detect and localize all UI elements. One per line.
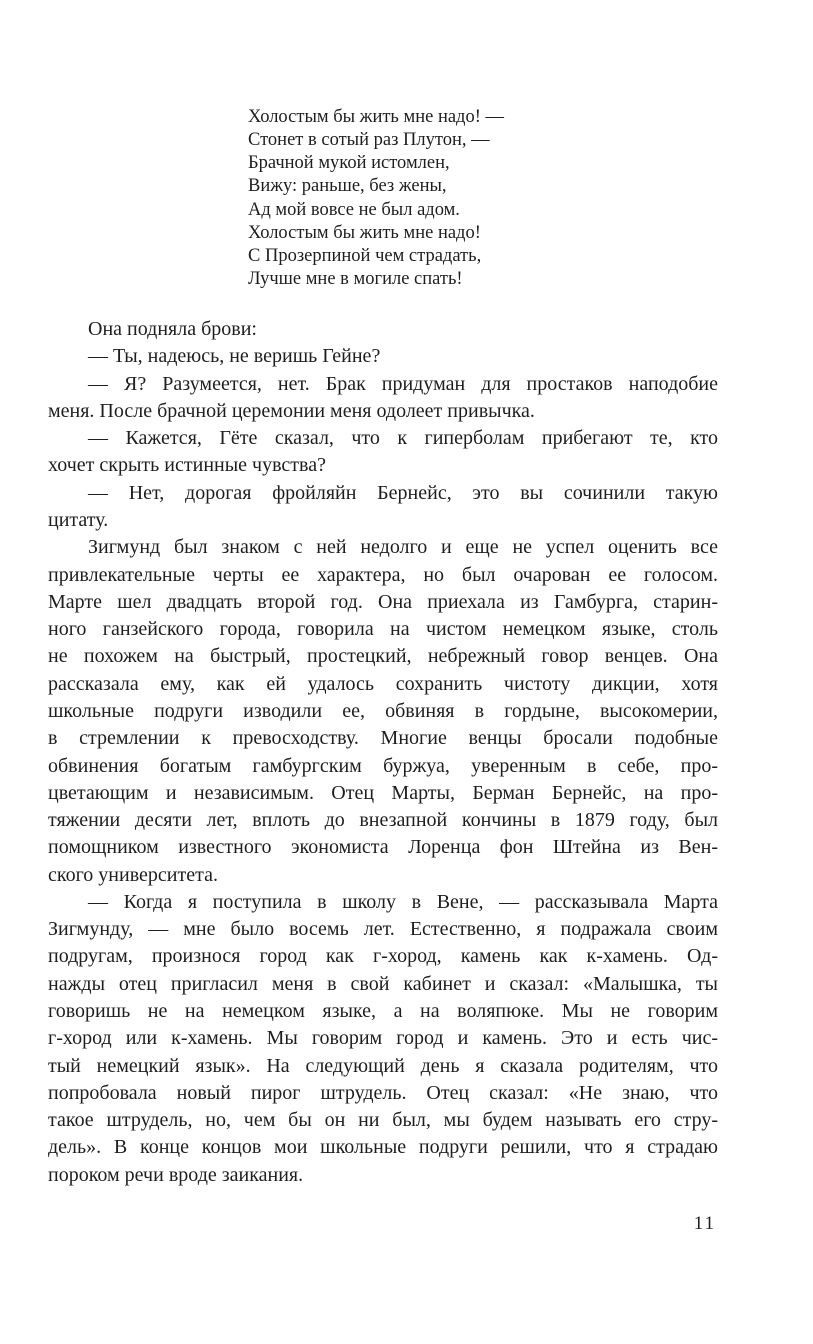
poem-line: Стонет в сотый раз Плутон, — (248, 130, 490, 151)
poem-line: Холостым бы жить мне надо! — (248, 107, 505, 127)
text-line: нажды отец пригласил меня в свой кабинет и сказал: «Малышка, ты (48, 972, 718, 995)
text-line: — Нет, дорогая фройляйн Бернейс, это вы сочинили такую (88, 481, 718, 504)
poem-line: Лучше мне в могиле спать! (248, 268, 463, 289)
paragraph (48, 316, 718, 343)
poem-line: Брачной мукой истомлен, (248, 153, 450, 174)
text-line: привлекательные черты ее характера, но был очарован ее голосом. (48, 563, 718, 586)
paragraph (48, 480, 718, 535)
paragraph (48, 371, 718, 426)
paragraph (48, 889, 718, 1189)
text-line: Зигмунд был знаком с ней недолго и еще не успел оценить все (88, 536, 718, 559)
text-line: дель». В конце концов мои школьные подруги решили, что я страдаю (48, 1136, 718, 1159)
page-number: 11 (693, 1213, 716, 1234)
text-line: тяжении десяти лет, вплоть до внезапной кончины в 1879 году, был (48, 809, 718, 832)
text-line: говоришь не на немецком языке, а на воляпюке. Мы не говорим (48, 1000, 718, 1023)
text-line: хочет скрыть истинные чувства? (48, 454, 326, 477)
paragraph (48, 343, 718, 370)
text-line: обвинения богатым гамбургским буржуа, уверенным в себе, про- (48, 754, 718, 777)
text-line: цитату. (48, 508, 109, 531)
text-line: ского университета. (48, 863, 218, 886)
text-line: попробовала новый пирог штрудель. Отец сказал: «Не знаю, что (48, 1081, 718, 1104)
poem-line: Ад мой вовсе не был адом. (248, 199, 460, 220)
text-line: не похожем на быстрый, простецкий, небрежный говор венцев. Она (48, 645, 718, 668)
text-line: цветающим и независимым. Отец Марты, Берман Бернейс, на про- (48, 781, 718, 804)
text-line: — Когда я поступила в школу в Вене, — рассказывала Марта (88, 890, 718, 913)
poem-line: С Прозерпиной чем страдать, (248, 245, 482, 266)
text-line: такое штрудель, но, чем бы он ни был, мы будем называть его стру- (48, 1109, 718, 1132)
paragraph (48, 425, 718, 480)
text-line: г-хород или к-хамень. Мы говорим город и камень. Это и есть чис- (48, 1027, 718, 1050)
text-line: меня. После брачной церемонии меня одолеет привычка. (48, 399, 535, 422)
text-line: в стремлении к превосходству. Многие венцы бросали подобные (48, 727, 718, 750)
text-line: пороком речи вроде заикания. (48, 1163, 304, 1186)
poem-line: Вижу: раньше, без жены, (248, 176, 447, 197)
text-line: Она подняла брови: (88, 318, 257, 340)
text-line: — Я? Разумеется, нет. Брак придуман для простаков наподобие (88, 372, 718, 395)
text-line: — Ты, надеюсь, не веришь Гейне? (88, 345, 381, 368)
text-line: помощником известного экономиста Лоренца фон Штейна из Вен- (48, 836, 718, 859)
poem-line: Холостым бы жить мне надо! (248, 222, 481, 243)
text-line: подругам, произнося город как г-хород, камень как к-хамень. Од- (48, 945, 718, 968)
text-line: рассказала ему, как ей удалось сохранить чистоту дикции, хотя (48, 672, 718, 695)
paragraph (48, 534, 718, 889)
text-line: тый немецкий язык». На следующий день я сказала родителям, что (48, 1054, 718, 1077)
text-line: школьные подруги изводили ее, обвиняя в гордыне, высокомерии, (48, 699, 718, 722)
text-line: Зигмунду, — мне было восемь лет. Естественно, я подражала своим (48, 918, 718, 941)
text-line: Марте шел двадцать второй год. Она приехала из Гамбурга, старин- (48, 590, 718, 613)
text-line: — Кажется, Гёте сказал, что к гиперболам прибегают те, кто (88, 427, 718, 450)
text-line: ного ганзейского города, говорила на чистом немецком языке, столь (48, 618, 718, 641)
body-text (48, 316, 718, 1189)
epigraph-poem (248, 106, 708, 291)
